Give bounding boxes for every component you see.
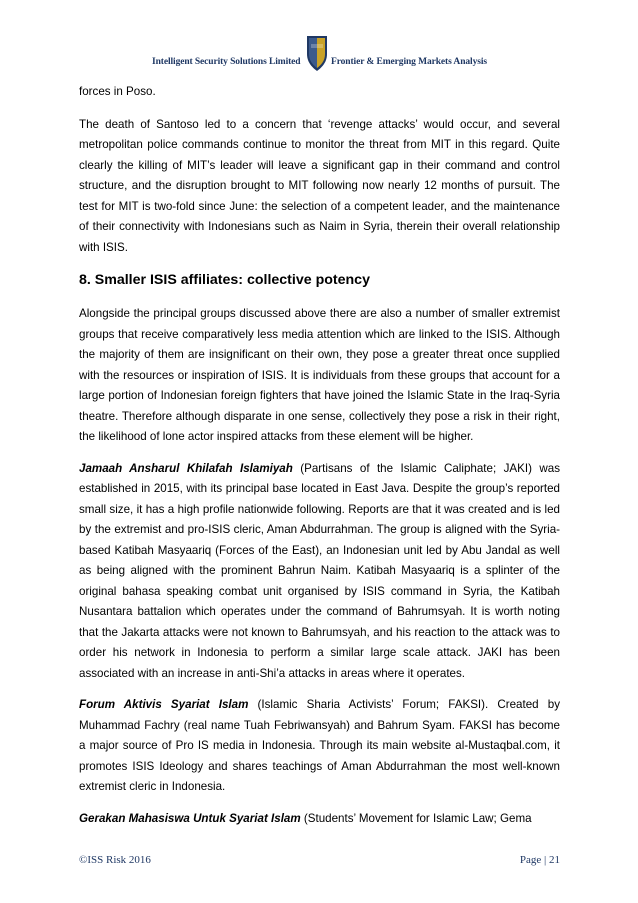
section-heading: 8. Smaller ISIS affiliates: collective potency — [79, 272, 370, 288]
header-tagline: Frontier & Emerging Markets Analysis — [331, 57, 487, 67]
group-name-gema: Gerakan Mahasiswa Untuk Syariat Islam — [79, 811, 301, 825]
group-desc-gema: (Students’ Movement for Islamic Law; Gema — [300, 811, 532, 825]
paragraph-faksi — [79, 695, 560, 798]
group-name-jaki: Jamaah Ansharul Khilafah Islamiyah — [79, 461, 293, 475]
page-header — [0, 28, 638, 76]
paragraph-smaller-affiliates: Alongside the principal groups discussed above there are also a number of smaller extremist groups that receive comparatively less media attention which are linked to the ISIS. Although the majority of them are insignificant on their own, they pose a greater threat once supplied with the resources or inspiration of ISIS. It is individuals from these groups that account for a large portion of Indonesian foreign fighters that have joined the Islamic State in the Iraq-Syria theatre. Therefore although disparate in one sense, collectively they pose a risk in their right, the likelihood of lone actor inspired attacks from these element will be higher. — [79, 307, 560, 443]
paragraph-gema — [79, 809, 560, 830]
group-name-faksi: Forum Aktivis Syariat Islam — [79, 698, 249, 711]
document-body — [79, 82, 560, 840]
group-desc-faksi: (Islamic Sharia Activists’ Forum; FAKSI). Created by Muhammad Fachry (real name Tuah Febriwansyah) and Bahrum Syam. FAKSI has become a major source of Pro IS media in Indonesia. Through its main website al-Mustaqbal.com, it promotes ISIS Ideology and shares teachings of Aman Abdurrahman the most well-known extremist cleric in Indonesia. — [79, 698, 561, 793]
paragraph-continuation: forces in Poso. — [79, 85, 156, 98]
paragraph-santoso: The death of Santoso led to a concern that ‘revenge attacks’ would occur, and several metropolitan police commands continue to monitor the threat from MIT in this regard. Quite clearly the killing of MIT’s leader will leave a significant gap in their command and control structure, and the disruption brought to MIT following now nearly 12 months of pursuit. The test for MIT is two-fold since June: the selection of a competent leader, and the maintenance of their connectivity with Indonesians such as Naim in Syria, therein their overall relationship with ISIS. — [79, 117, 560, 254]
footer-page-number: Page | 21 — [519, 854, 560, 866]
header-company-name: Intelligent Security Solutions Limited — [152, 57, 301, 67]
footer-copyright: ©ISS Risk 2016 — [79, 854, 151, 866]
group-desc-jaki: (Partisans of the Islamic Caliphate; JAKI) was established in 2015, with its principal base located in East Java. Despite the group’s reported small size, it has a high profile nationwide following. Reports are that it was created and is led by the extremist and pro-ISIS cleric, Aman Abdurrahman. The group is aligned with the Syria-based Katibah Masyaariq (Forces of the East), an Indonesian unit led by Abu Jandal as well as being aligned with the prominent Bahrun Naim. Katibah Masyaariq is a splinter of the original bahasa speaking combat unit organised by ISIS command in Syria, the Katibah Nusantara battalion which operates under the command of Bahrumsyah. It is worth noting that the Jakarta attacks were not known to Bahrumsyah, and his reaction to the attack was to order his network in Indonesia to perform a similar large scale attack. JAKI has been associated with an increase in anti-Shi’a attacks in areas where it operates. — [79, 461, 560, 680]
paragraph-jaki — [79, 459, 560, 685]
shield-logo-icon — [306, 34, 328, 72]
